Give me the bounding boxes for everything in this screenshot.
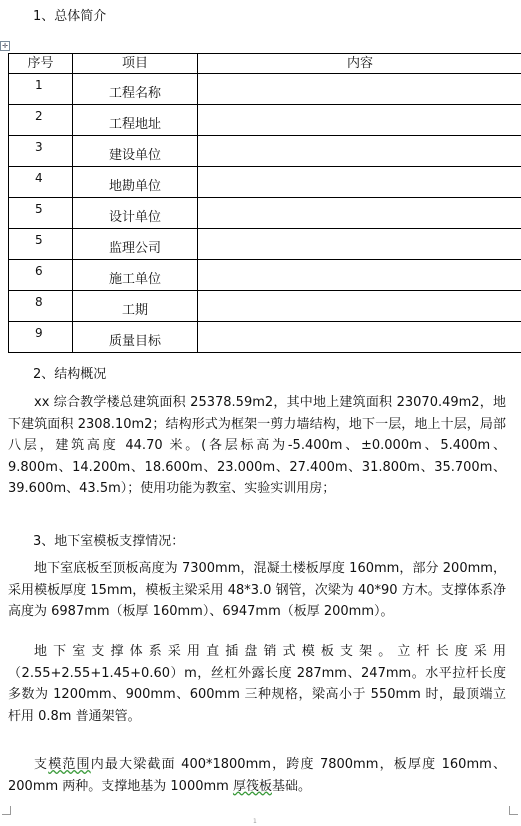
row-number: 6 bbox=[35, 264, 43, 278]
cell-content[interactable] bbox=[198, 291, 521, 322]
table-row bbox=[9, 167, 521, 198]
row-item-label: 工程地址 bbox=[108, 117, 161, 132]
row-item-label: 建设单位 bbox=[108, 148, 161, 163]
cell-content[interactable] bbox=[198, 229, 521, 260]
row-number: 5 bbox=[35, 233, 43, 247]
cell-item bbox=[73, 167, 198, 198]
table-row bbox=[9, 229, 521, 260]
row-number: 3 bbox=[35, 140, 43, 154]
row-item-label: 工期 bbox=[121, 303, 148, 318]
row-number: 9 bbox=[35, 326, 43, 340]
cell-seq bbox=[9, 322, 73, 353]
page-number: 1 bbox=[253, 818, 257, 825]
table-row bbox=[9, 74, 521, 105]
section-heading-structure: 2、结构概况 bbox=[33, 367, 107, 382]
cell-item bbox=[73, 105, 198, 136]
cell-item bbox=[73, 260, 198, 291]
table-row bbox=[9, 260, 521, 291]
text-run: 基础。 bbox=[271, 778, 311, 794]
row-number: 1 bbox=[35, 78, 43, 92]
row-number: 4 bbox=[35, 171, 43, 185]
cell-content[interactable] bbox=[198, 167, 521, 198]
cell-seq bbox=[9, 74, 73, 105]
spellcheck-underlined-text: 模范围 bbox=[48, 757, 91, 772]
cell-seq bbox=[9, 260, 73, 291]
row-item-label: 监理公司 bbox=[108, 241, 161, 256]
cell-item bbox=[73, 229, 198, 260]
paragraph-basement-support: 地下室支撑体系采用直插盘销式模板支架。立杆长度采用（2.55+2.55+1.45+0.60）m，丝杠外露长度 287mm、247mm。水平拉杆长度多数为 1200mm、900mm、600mm 三种规格，梁高小于 550mm 时，最顶端立杆用 0.8m 普通架管。 bbox=[8, 644, 506, 724]
cell-seq bbox=[9, 167, 73, 198]
section-heading-basement: 3、地下室模板支撑情况： bbox=[33, 534, 185, 549]
header-content: 内容 bbox=[198, 54, 521, 74]
cell-item bbox=[73, 291, 198, 322]
row-item-label: 施工单位 bbox=[108, 272, 161, 287]
table-row bbox=[9, 198, 521, 229]
table-header-row bbox=[9, 54, 521, 74]
row-item-label: 质量目标 bbox=[108, 334, 161, 349]
spellcheck-underlined-text: 厚筏板 bbox=[232, 778, 272, 794]
page-corner-mark-right bbox=[509, 806, 518, 815]
cell-seq bbox=[9, 291, 73, 322]
cell-item bbox=[73, 198, 198, 229]
cell-item bbox=[73, 74, 198, 105]
table-row bbox=[9, 291, 521, 322]
cell-seq bbox=[9, 136, 73, 167]
section-heading-overview: 1、总体简介 bbox=[33, 9, 107, 24]
text-run: 内最大梁截面 400*1800mm，跨度 7800mm，板厚度 160mm、200mm 两种。支撑地基为 1000mm bbox=[8, 757, 506, 794]
row-item-label: 工程名称 bbox=[108, 86, 161, 101]
table-row bbox=[9, 136, 521, 167]
project-info-table bbox=[8, 53, 521, 353]
cell-content[interactable] bbox=[198, 198, 521, 229]
cell-seq bbox=[9, 229, 73, 260]
table-row bbox=[9, 322, 521, 353]
header-seq: 序号 bbox=[9, 54, 73, 74]
header-item: 项目 bbox=[73, 54, 198, 74]
cell-item bbox=[73, 322, 198, 353]
table-move-handle-icon[interactable]: ✛ bbox=[0, 41, 10, 51]
cell-content[interactable] bbox=[198, 74, 521, 105]
paragraph-basement-beam bbox=[8, 754, 506, 797]
row-number: 8 bbox=[35, 295, 43, 309]
cell-content[interactable] bbox=[198, 105, 521, 136]
cell-content[interactable] bbox=[198, 136, 521, 167]
row-number: 5 bbox=[35, 202, 43, 216]
cell-seq bbox=[9, 105, 73, 136]
cell-seq bbox=[9, 198, 73, 229]
paragraph-basement-height: 地下室底板至顶板高度为 7300mm，混凝土楼板厚度 160mm，部分 200mm，采用模板厚度 15mm，模板主梁采用 48*3.0 钢管，次梁为 40*90 方木。支撑体系净高度为 6987mm（板厚 160mm）、6947mm（板厚 200mm）。 bbox=[8, 561, 506, 619]
cell-item bbox=[73, 136, 198, 167]
paragraph-structure: xx 综合教学楼总建筑面积 25378.59m2，其中地上建筑面积 23070.49m2，地下建筑面积 2308.10m2；结构形式为框架一剪力墙结构，地下一层，地上十层，局部八层，建筑高度 44.70 米。(各层标高为-5.400m、±0.000m、5.400m、9.800m、14.200m、18.600m、23.000m、27.400m、31.800m、35.700m、39.600m、43.5m）；使用功能为教室、实验实训用房； bbox=[8, 395, 506, 496]
row-item-label: 设计单位 bbox=[108, 210, 161, 225]
row-item-label: 地勘单位 bbox=[108, 179, 161, 194]
text-run: 支 bbox=[34, 757, 49, 772]
cell-content[interactable] bbox=[198, 322, 521, 353]
cell-content[interactable] bbox=[198, 260, 521, 291]
page-corner-mark-left bbox=[2, 806, 11, 815]
row-number: 2 bbox=[35, 109, 43, 123]
table-row bbox=[9, 105, 521, 136]
